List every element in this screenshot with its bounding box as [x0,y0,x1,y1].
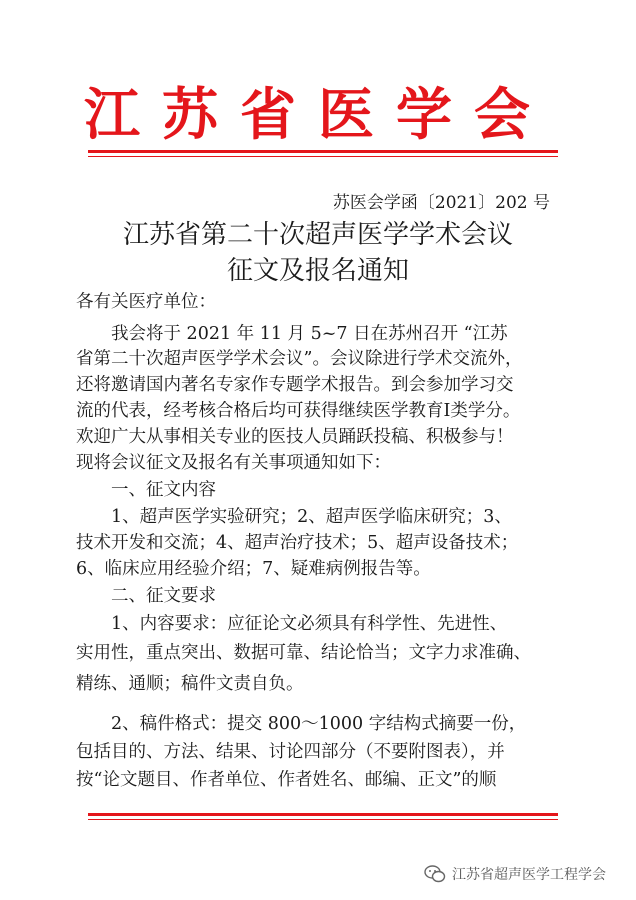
letterhead-rule-thin [88,156,558,157]
document-number: 苏医会学函〔2021〕202 号 [332,193,550,213]
body-paragraph-line: 1、内容要求：应征论文必须具有科学性、先进性、 [76,614,508,634]
body-paragraph-line: 省第二十次超声医学学术会议”。会议除进行学术交流外， [76,349,523,369]
salutation: 各有关医疗单位： [76,292,216,312]
body-paragraph-line: 包括目的、方法、结果、讨论四部分（不要附图表），并 [76,742,505,762]
letterhead-rule-thick [88,150,558,153]
footer-rule-thick [88,813,558,816]
body-paragraph-line: 2、稿件格式：提交 800～1000 字结构式摘要一份， [76,714,527,734]
body-paragraph-line: 按“论文题目、作者单位、作者姓名、邮编、正文”的顺 [76,770,497,790]
section-heading: 一、征文内容 [76,480,216,500]
section-heading: 二、征文要求 [76,586,216,606]
notice-title-line-1: 江苏省第二十次超声医学学术会议 [122,220,513,250]
body-paragraph-line: 6、临床应用经验介绍；7、疑难病例报告等。 [76,559,431,579]
body-paragraph-line: 技术开发和交流；4、超声治疗技术；5、超声设备技术； [76,533,519,553]
wechat-icon [424,865,446,883]
body-paragraph-line: 现将会议征文及报名有关事项通知如下： [76,453,391,473]
wechat-watermark [424,864,606,884]
wechat-account-name: 江苏省超声医学工程学会 [452,867,606,883]
body-paragraph-line: 1、超声医学实验研究；2、超声医学临床研究；3、 [76,507,512,527]
footer-rule-thin [88,819,558,820]
body-paragraph-line: 我会将于 2021 年 11 月 5~7 日在苏州召开 “江苏 [76,324,508,344]
body-paragraph-line: 精练、通顺；稿件文责自负。 [76,674,304,694]
body-paragraph-line: 欢迎广大从事相关专业的医技人员踊跃投稿、积极参与！ [76,427,514,447]
body-paragraph-line: 还将邀请国内著名专家作专题学术报告。到会参加学习交 [76,375,514,395]
letterhead-title: 江苏省医学会 [84,82,552,148]
body-paragraph-line: 流的代表，经考核合格后均可获得继续医学教育Ⅰ类学分。 [76,401,521,421]
notice-title-line-2: 征文及报名通知 [226,256,409,286]
body-paragraph-line: 实用性，重点突出、数据可靠、结论恰当；文字力求准确、 [76,643,531,663]
